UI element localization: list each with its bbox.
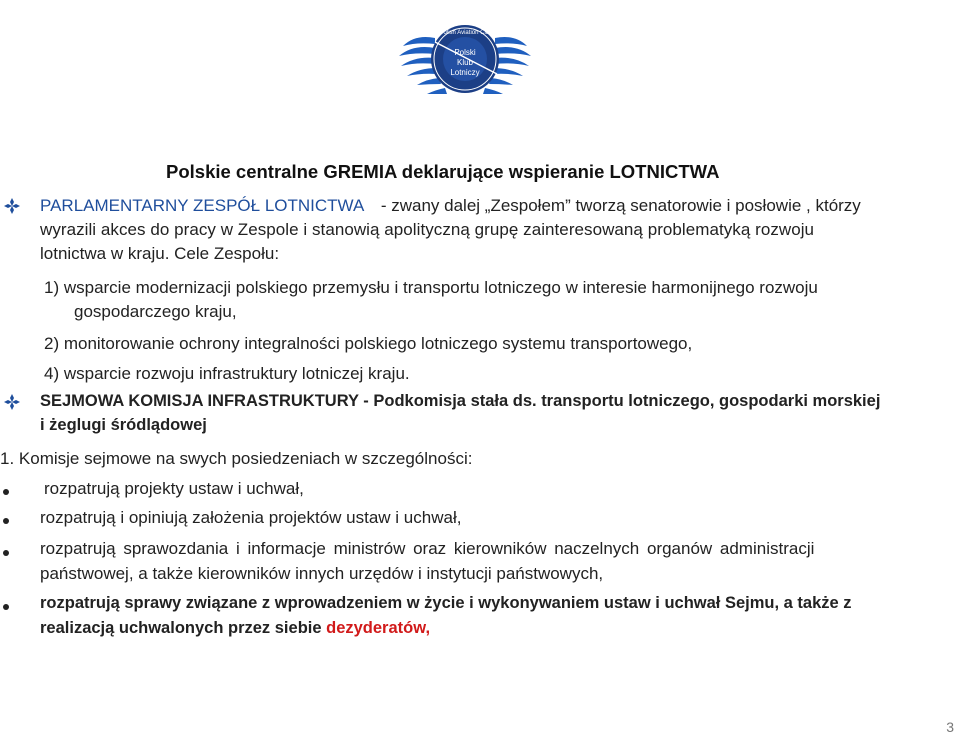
logo-text-line1: Polski: [454, 48, 476, 57]
goal-1-line2: gospodarczego kraju,: [74, 302, 237, 321]
section2-heading-line2: i żeglugi śródlądowej: [40, 416, 207, 434]
diamond-bullet-icon: [3, 393, 21, 411]
diamond-bullet-icon: [3, 197, 21, 215]
polish-aviation-club-logo: [395, 4, 535, 112]
committee-item-4-line2: [40, 619, 430, 638]
bullet-dot: [3, 489, 9, 495]
committee-item-3-line2: państwowej, a także kierowników innych urzędów i instytucji państwowych,: [40, 564, 604, 583]
committee-item-3-line1: rozpatrują sprawozdania i informacje ministrów oraz kierowników naczelnych organów administracji: [40, 539, 815, 558]
logo-text-line2: Klub: [456, 58, 473, 67]
committee-item-2: rozpatrują i opiniują założenia projektów ustaw i uchwał,: [40, 508, 462, 527]
section1-line1: [40, 196, 861, 216]
committee-item-1: rozpatrują projekty ustaw i uchwał,: [44, 479, 304, 498]
section1-intro-line2: wyrazili akces do pracy w Zespole i stanowią apolityczną grupę zainteresowaną problematyką rozwoju: [40, 220, 815, 239]
bullet-dot: [3, 604, 9, 610]
committee-item-4-line1: rozpatrują sprawy związane z wprowadzeniem w życie i wykonywaniem ustaw i uchwał Sejmu, a także z: [40, 594, 852, 612]
section1-intro-line3: lotnictwa w kraju. Cele Zespołu:: [40, 244, 280, 263]
section2-lead: 1. Komisje sejmowe na swych posiedzeniach w szczególności:: [0, 449, 473, 468]
page-title: Polskie centralne GREMIA deklarujące wspieranie LOTNICTWA: [166, 161, 720, 182]
goal-1-line1: 1) wsparcie modernizacji polskiego przemysłu i transportu lotniczego w interesie harmonijnego rozwoju: [44, 278, 818, 297]
logo-arc-text: Polish Aviation Club: [439, 30, 493, 36]
goal-4: 4) wsparcie rozwoju infrastruktury lotniczej kraju.: [44, 364, 410, 383]
bullet-dot: [3, 550, 9, 556]
section1-name: PARLAMENTARNY ZESPÓŁ LOTNICTWA: [40, 196, 364, 215]
bullet-dot: [3, 518, 9, 524]
goal-2: 2) monitorowanie ochrony integralności polskiego lotniczego systemu transportowego,: [44, 334, 693, 353]
page-number: 3: [946, 719, 954, 735]
section2-heading-line1: SEJMOWA KOMISJA INFRASTRUKTURY - Podkomisja stała ds. transportu lotniczego, gospodarki morskiej: [40, 392, 881, 410]
dezyderaty-highlight: dezyderatów,: [326, 619, 431, 637]
committee-item-4-text: realizacją uchwalonych przez siebie: [40, 619, 327, 637]
section1-intro-line1: - zwany dalej „Zespołem” tworzą senatorowie i posłowie , którzy: [380, 196, 861, 215]
logo-text-line3: Lotniczy: [450, 68, 480, 77]
